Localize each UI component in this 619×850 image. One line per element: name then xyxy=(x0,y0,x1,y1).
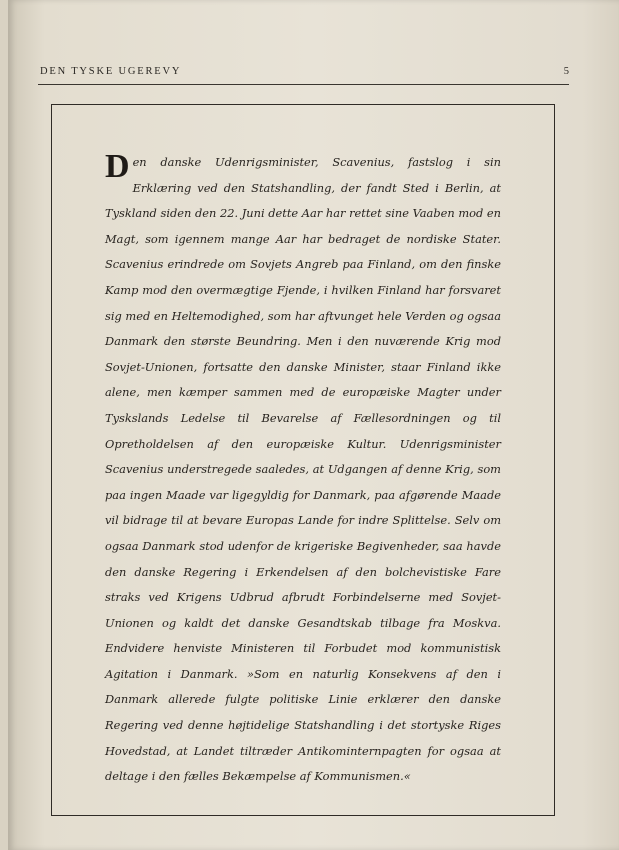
running-header xyxy=(40,66,569,80)
drop-cap: D xyxy=(105,148,130,185)
page-number: 5 xyxy=(563,66,569,77)
header-rule xyxy=(38,84,569,85)
article-text: en danske Udenrigsminister, Scavenius, fastslog i sin Erklæring ved den Statshandling, der fandt Sted i Berlin, at Tyskland siden den 22. Juni dette Aar har rettet sine Vaaben mod en Magt, som igennem mange Aar har bedraget de nordiske Stater. Scavenius erindrede om Sovjets Angreb paa Finland, om den finske Kamp mod den overmægtige Fjende, i hvilken Finland har forsvaret sig med en Heltemodighed, som har aftvunget hele Verden og ogsaa Danmark den største Beundring. Men i den nuværende Krig mod Sovjet-Unionen, fortsatte den danske Minister, staar Finland ikke alene, men kæmper sammen med de europæiske Magter under Tyskslands Ledelse til Bevarelse af Fællesordningen og til Opretholdelsen af den europæiske Kultur. Udenrigsminister Scavenius understregede saaledes, at Udgangen af denne Krig, som paa ingen Maade var ligegyldig for Danmark, paa afgørende Maade vil bidrage til at bevare Europas Lande for indre Splittelse. Selv om ogsaa Danmark stod udenfor de krigeriske Begivenheder, saa havde den danske Regering i Erkendelsen af den bolchevistiske Fare straks ved Krigens Udbrud afbrudt Forbindelserne med Sovjet-Unionen og kaldt det danske Gesandtskab tilbage fra Moskva. Endvidere henviste Ministeren til Forbudet mod kommunistisk Agitation i Danmark. »Som en naturlig Konsekvens af den i Danmark allerede fulgte politiske Linie erklærer den danske Regering ved denne højtidelige Statshandling i det stortyske Riges Hovedstad, at Landet tiltræder Antikominternpagten for ogsaa at deltage i den fælles Bekæmpelse af Kommunismen.« xyxy=(105,155,501,784)
publication-title: DEN TYSKE UGEREVY xyxy=(40,66,182,77)
article-body xyxy=(105,150,501,790)
